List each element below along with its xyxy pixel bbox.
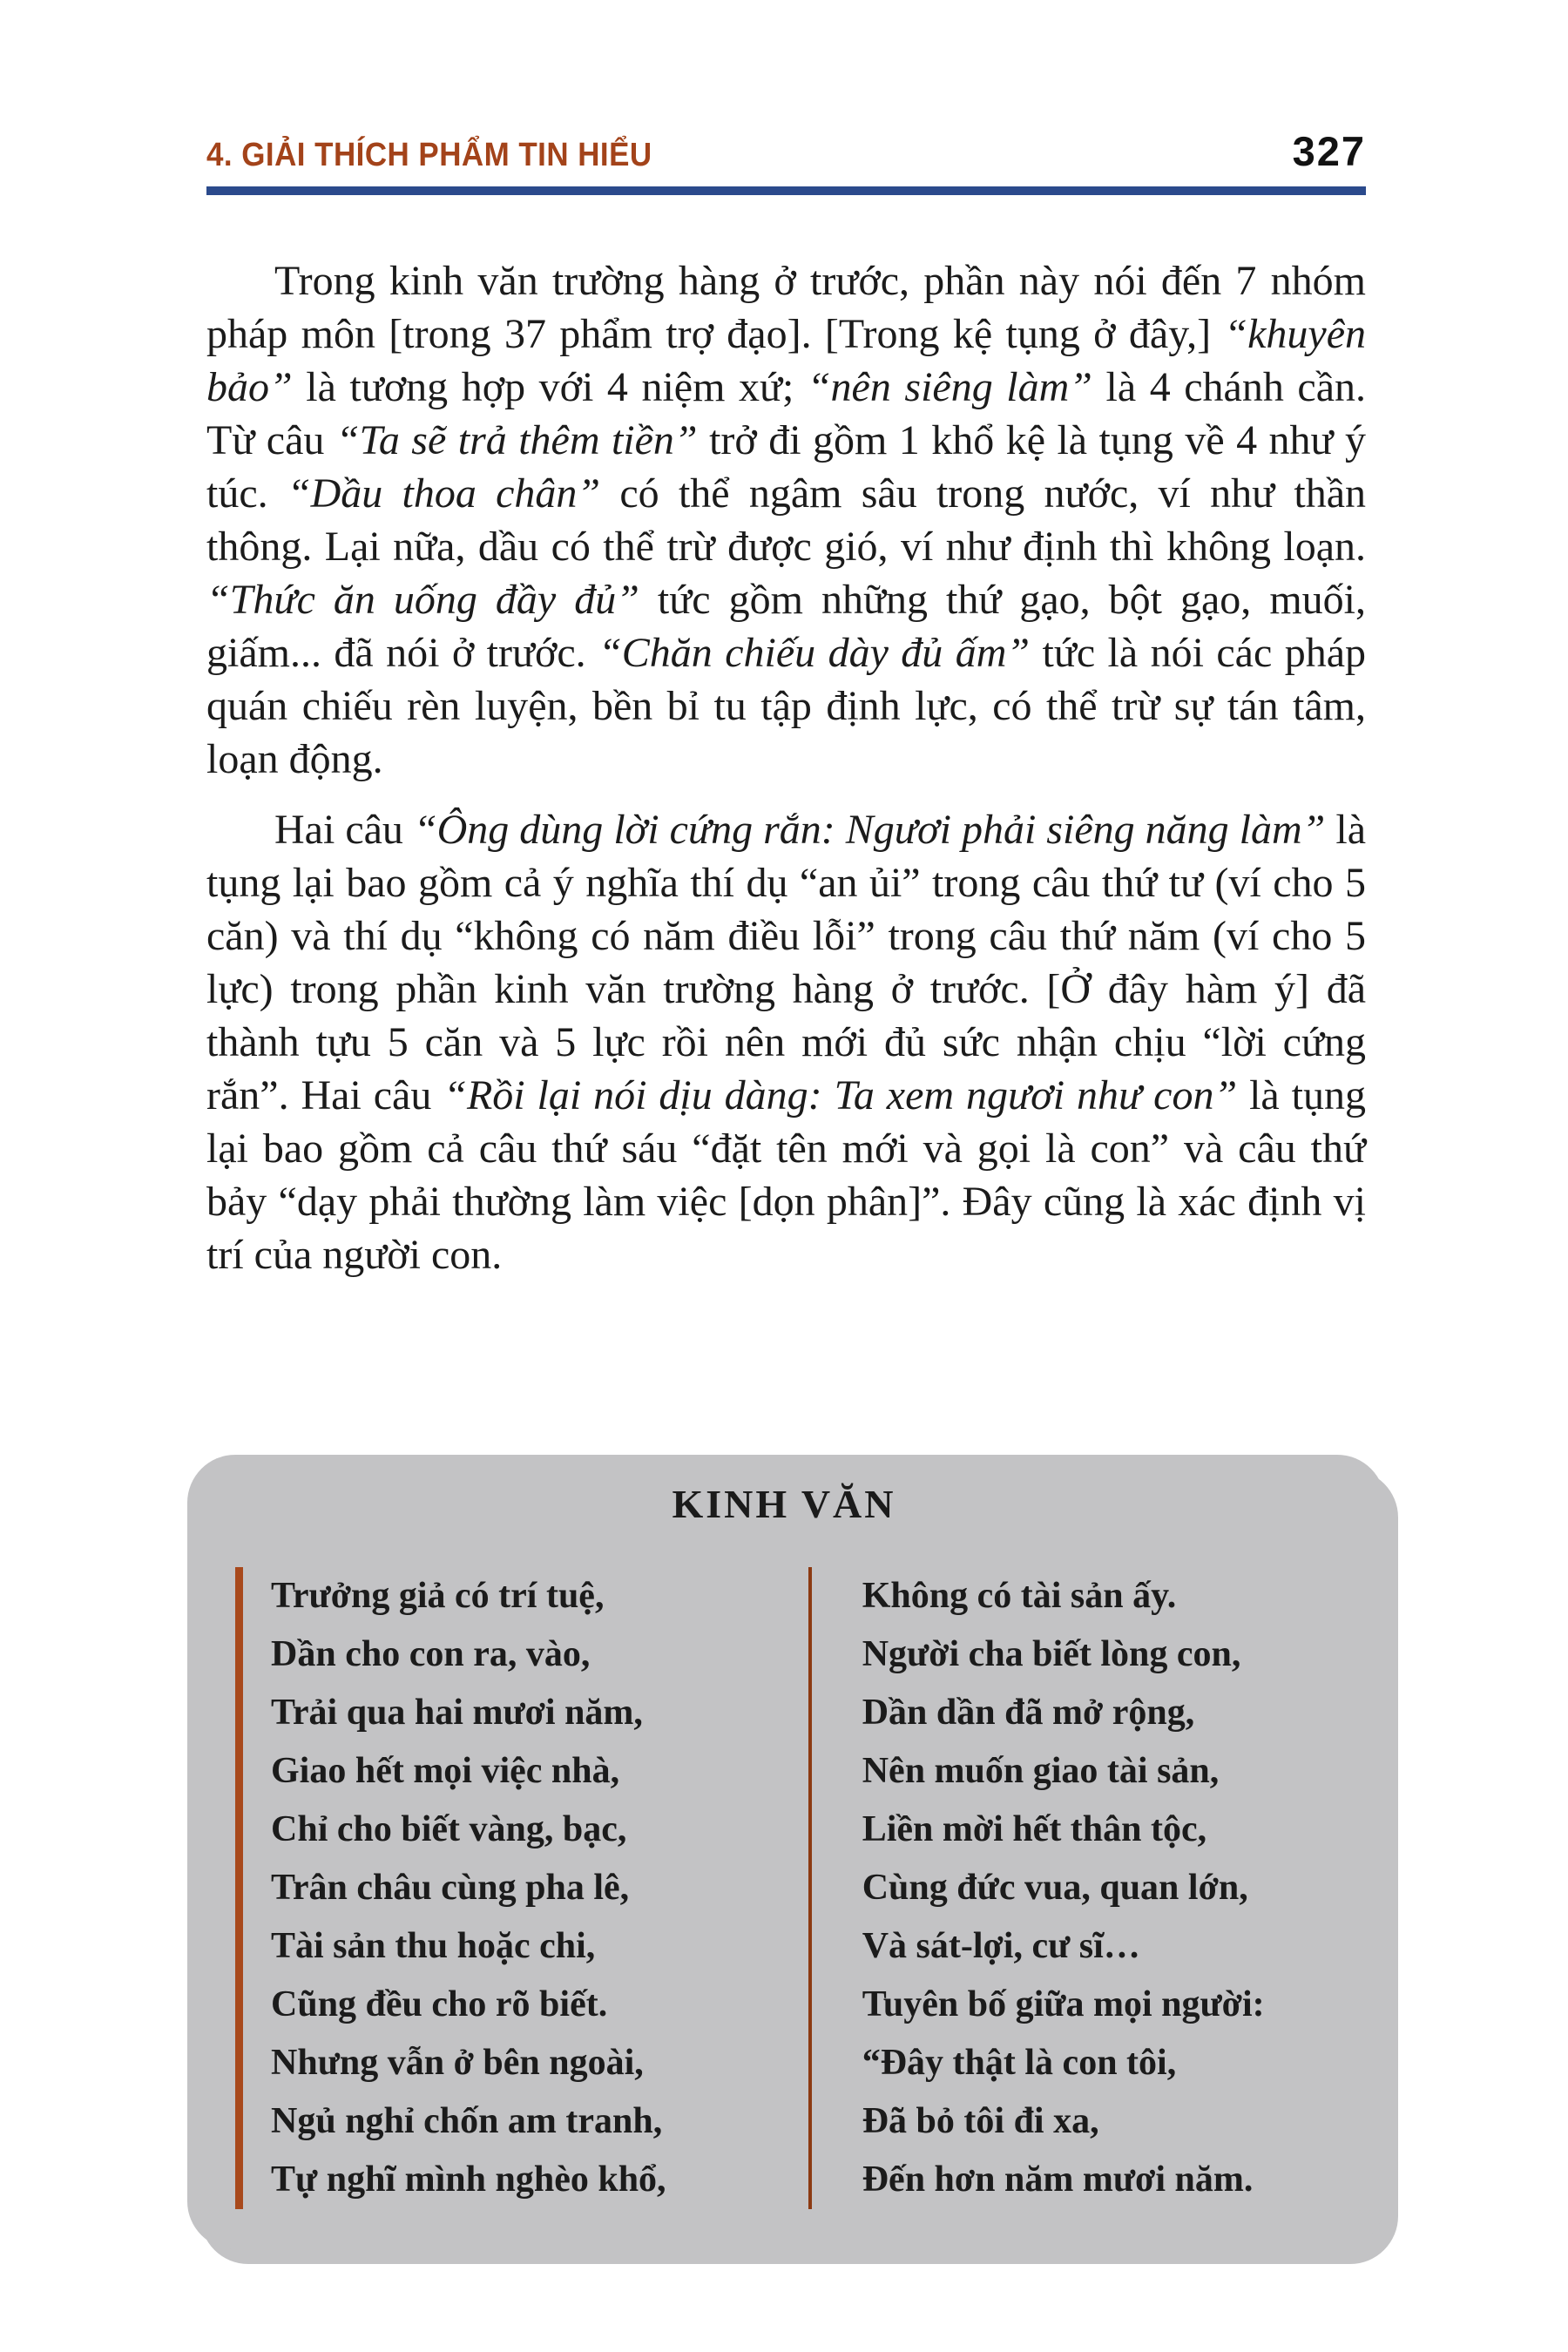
verse-line: Tài sản thu hoặc chi, <box>271 1926 596 1966</box>
verse-line: Đến hơn năm mươi năm. <box>862 2159 1254 2200</box>
verse-line: Liền mời hết thân tộc, <box>862 1809 1207 1849</box>
header-rule <box>206 186 1366 195</box>
running-header-title: 4. GIẢI THÍCH PHẨM TIN HIỂU <box>206 137 652 173</box>
verse-line: Dần cho con ra, vào, <box>271 1634 591 1674</box>
verse-line: “Đây thật là con tôi, <box>862 2043 1177 2083</box>
kinh-van-box <box>187 1455 1385 2249</box>
verse-line: Ngủ nghỉ chốn am tranh, <box>271 2101 663 2141</box>
verse-line: Nhưng vẫn ở bên ngoài, <box>271 2043 644 2083</box>
verse-line: Không có tài sản ấy. <box>862 1576 1177 1616</box>
body-text <box>206 254 1366 1281</box>
text-segment: là tụng lại bao gồm cả câu thứ sáu “đặt tên mới và gọi là con” và câu thứ bảy “dạy phải thường làm việc [dọn phân]”. Đây cũng là xác định vị trí của người con. <box>206 1072 1366 1278</box>
text-segment: “Ông dùng lời cứng rắn: Ngươi phải siêng năng làm” <box>413 807 1326 853</box>
text-segment: “Ta sẽ trả thêm tiền” <box>335 417 698 463</box>
page-header <box>206 0 1366 175</box>
verse-column-left <box>235 1567 808 2209</box>
verse-line: Trân châu cùng pha lê, <box>271 1868 630 1908</box>
kinh-van-title: KINH VĂN <box>672 1482 896 1526</box>
verse-line: Nên muốn giao tài sản, <box>862 1751 1220 1791</box>
verse-line: Đã bỏ tôi đi xa, <box>862 2101 1099 2141</box>
paragraph-2 <box>206 803 1366 1281</box>
verse-line: Cũng đều cho rõ biết. <box>271 1984 608 2024</box>
text-segment: trở đi gồm 1 khổ kệ là tụng về 4 như ý túc. <box>206 417 1366 517</box>
text-segment: là tụng lại bao gồm cả ý nghĩa thí dụ “an ủi” trong câu thứ tư (ví cho 5 căn) và thí dụ “không có năm điều lỗi” trong câu thứ năm (ví cho 5 lực) trong phần kinh văn trường hàng ở trước. [Ở đây hàm ý] đã thành tựu 5 căn và 5 lực rồi nên mới đủ sức nhận chịu “lời cứng rắn”. Hai câu <box>206 807 1366 1119</box>
verse-line: Trưởng giả có trí tuệ, <box>271 1576 605 1616</box>
verse-line: Chỉ cho biết vàng, bạc, <box>271 1809 627 1849</box>
verse-line: Tuyên bố giữa mọi người: <box>862 1984 1265 2024</box>
page-number: 327 <box>1292 128 1366 174</box>
verse-line: Người cha biết lòng con, <box>862 1634 1241 1674</box>
text-segment: là tương hợp với 4 niệm xứ; <box>292 364 808 410</box>
content-column <box>206 0 1366 1281</box>
verse-line: Giao hết mọi việc nhà, <box>271 1751 620 1791</box>
verse-line: Cùng đức vua, quan lớn, <box>862 1868 1248 1908</box>
verse-line: Dần dần đã mở rộng, <box>862 1693 1195 1733</box>
text-segment: “nên siêng làm” <box>807 364 1092 410</box>
text-segment: là 4 chánh cần. Từ câu <box>206 364 1367 463</box>
text-segment: có thể ngâm sâu trong nước, ví như thần thông. Lại nữa, dầu có thể trừ được gió, ví như định thì không loạn. <box>206 470 1367 570</box>
verse-line: Tự nghĩ mình nghèo khổ, <box>271 2159 666 2200</box>
verse-column-right <box>808 1567 1333 2209</box>
text-segment: “Thức ăn uống đầy đủ” <box>206 577 639 623</box>
text-segment: “Rồi lại nói dịu dàng: Ta xem ngươi như con” <box>443 1072 1238 1119</box>
text-segment: Trong kinh văn trường hàng ở trước, phần này nói đến 7 nhóm pháp môn [trong 37 phẩm trợ đạo]. [Trong kệ tụng ở đây,] <box>206 258 1366 357</box>
text-segment: “Dầu thoa chân” <box>287 470 601 517</box>
verse-columns <box>235 1567 1333 2209</box>
verse-line: Trải qua hai mươi năm, <box>271 1693 643 1733</box>
text-segment: Hai câu <box>274 807 414 853</box>
paragraph-1 <box>206 254 1366 786</box>
verse-line: Và sát-lợi, cư sĩ… <box>862 1926 1140 1966</box>
text-segment: “Chăn chiếu dày đủ ấm” <box>598 630 1031 676</box>
text-segment: “khuyên bảo” <box>206 311 1366 410</box>
text-segment: tức là nói các pháp quán chiếu rèn luyện, bền bỉ tu tập định lực, có thể trừ sự tán tâm, loạn động. <box>206 630 1366 782</box>
text-segment: tức gồm những thứ gạo, bột gạo, muối, giấm... đã nói ở trước. <box>206 577 1366 676</box>
